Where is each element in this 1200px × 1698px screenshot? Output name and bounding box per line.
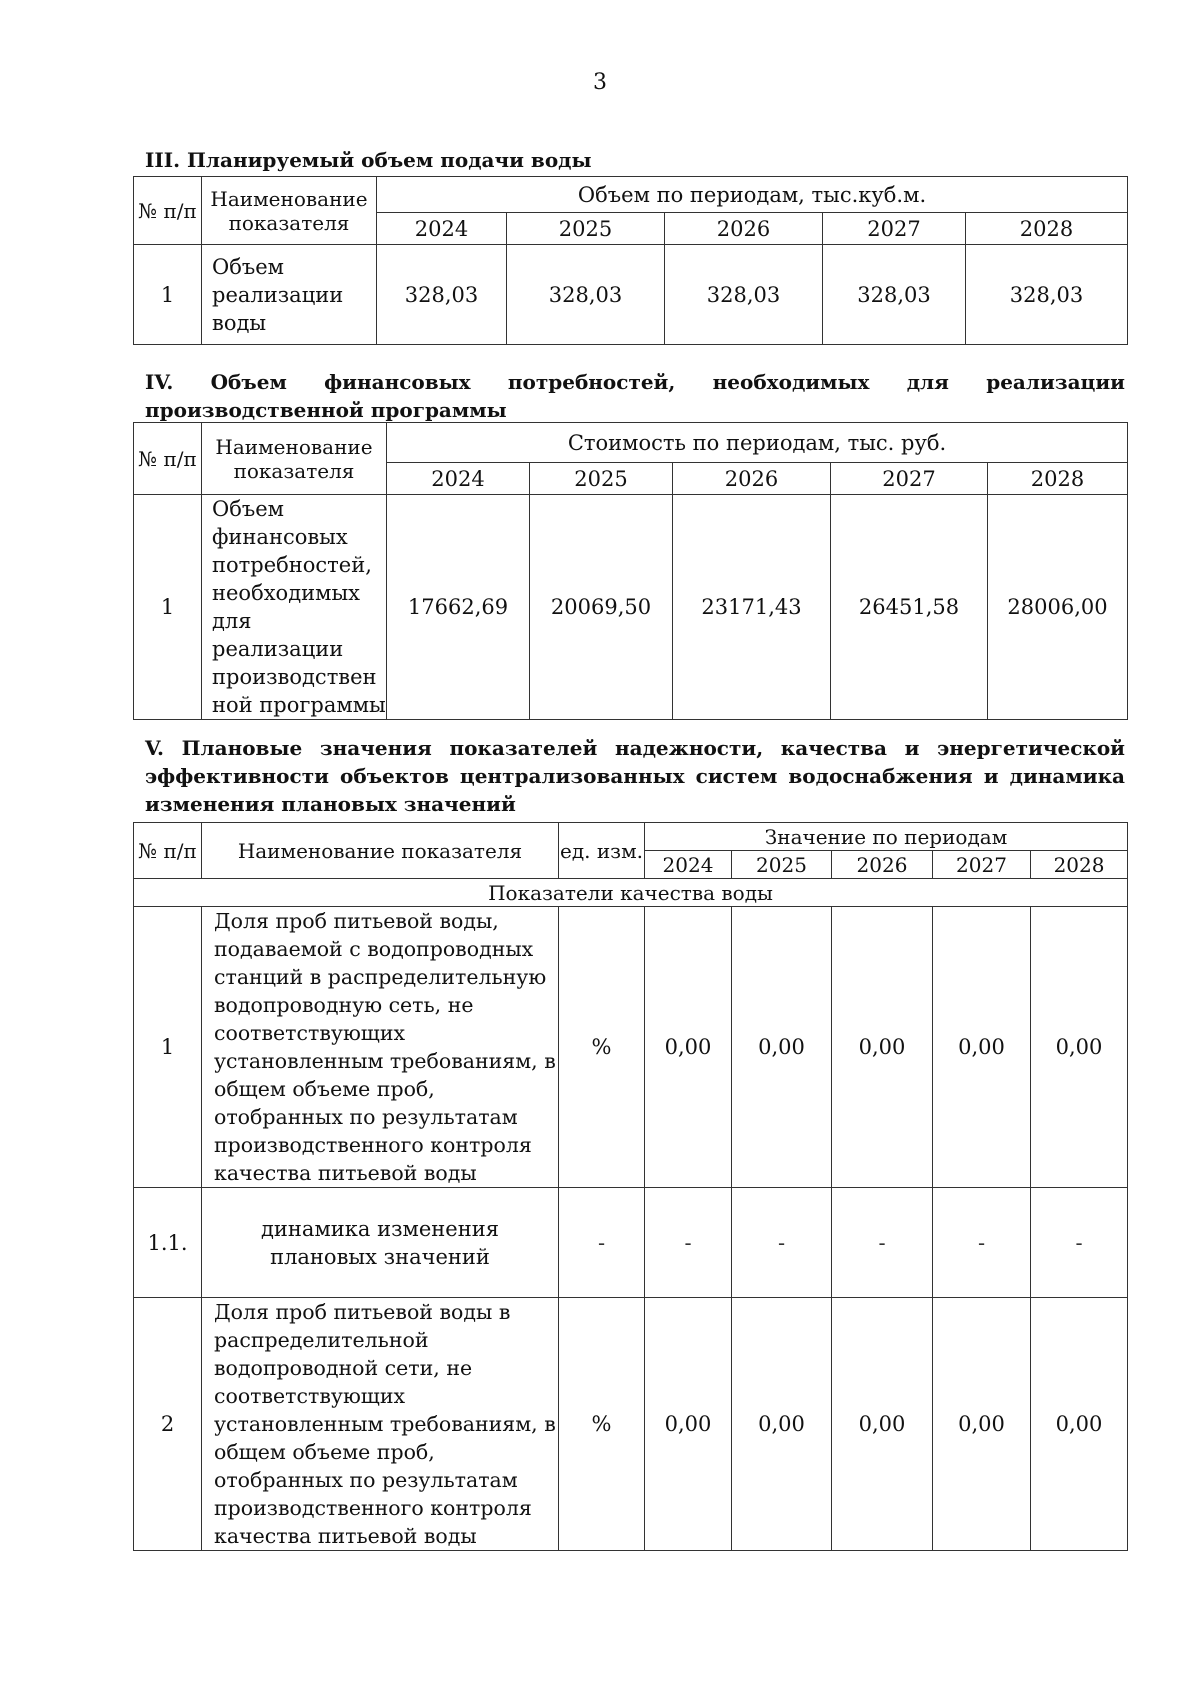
- quality-indicators-table: [133, 822, 1128, 1551]
- row-num: 2: [134, 1298, 202, 1551]
- year-header: 2024: [377, 213, 507, 245]
- water-supply-table: [133, 176, 1128, 345]
- section-5-title: V. Плановые значения показателей надежности, качества и энергетической эффективности объектов централизованных систем водоснабжения и динамика изменения плановых значений: [145, 736, 1125, 816]
- row-num: 1: [134, 495, 202, 720]
- value-cell: 0,00: [732, 1298, 832, 1551]
- row-name: Доля проб питьевой воды в распределительной водопроводной сети, не соответствующих установленным требованиям, в общем объеме проб, отобранных по результатам производственного контроля качества питьевой воды: [202, 1298, 559, 1551]
- financial-needs-table: [133, 422, 1128, 720]
- value-cell: 328,03: [823, 245, 966, 345]
- year-header: 2028: [988, 463, 1128, 495]
- year-header: 2025: [732, 851, 832, 879]
- year-header: 2027: [831, 463, 988, 495]
- value-cell: -: [832, 1188, 933, 1298]
- value-cell: 328,03: [966, 245, 1128, 345]
- year-header: 2026: [673, 463, 831, 495]
- value-cell: 328,03: [507, 245, 665, 345]
- section-3-title: III. Планируемый объем подачи воды: [145, 148, 592, 172]
- year-header: 2025: [507, 213, 665, 245]
- year-header: 2025: [530, 463, 673, 495]
- table-row: [134, 907, 1128, 1188]
- row-num: 1.1.: [134, 1188, 202, 1298]
- row-name: Доля проб питьевой воды, подаваемой с водопроводных станций в распределительную водопроводную сеть, не соответствующих установленным требованиям, в общем объеме проб, отобранных по результатам производственного контроля качества питьевой воды: [202, 907, 559, 1188]
- group-label: Показатели качества воды: [134, 879, 1128, 907]
- value-cell: 0,00: [1031, 1298, 1128, 1551]
- section-4-title: IV. Объем финансовых потребностей, необходимых для реализации производственной программы: [145, 370, 1125, 422]
- col-name-header: Наименование показателя: [202, 823, 559, 879]
- row-num: 1: [134, 245, 202, 345]
- value-cell: 328,03: [377, 245, 507, 345]
- col-num-header: № п/п: [134, 423, 202, 495]
- col-group-header: Стоимость по периодам, тыс. руб.: [387, 423, 1128, 463]
- value-cell: -: [933, 1188, 1031, 1298]
- value-cell: -: [732, 1188, 832, 1298]
- col-group-header: Объем по периодам, тыс.куб.м.: [377, 177, 1128, 213]
- table-row: [134, 495, 1128, 720]
- year-header: 2026: [665, 213, 823, 245]
- value-cell: 20069,50: [530, 495, 673, 720]
- value-cell: 17662,69: [387, 495, 530, 720]
- year-header: 2028: [1031, 851, 1128, 879]
- table-row: [134, 245, 1128, 345]
- row-name: динамика изменения плановых значений: [202, 1188, 559, 1298]
- value-cell: 0,00: [933, 907, 1031, 1188]
- row-num: 1: [134, 907, 202, 1188]
- value-cell: 28006,00: [988, 495, 1128, 720]
- year-header: 2026: [832, 851, 933, 879]
- unit-cell: %: [559, 1298, 645, 1551]
- page-number: 3: [593, 70, 607, 95]
- table-row: [134, 1188, 1128, 1298]
- col-num-header: № п/п: [134, 177, 202, 245]
- year-header: 2027: [933, 851, 1031, 879]
- value-cell: -: [645, 1188, 732, 1298]
- value-cell: 0,00: [732, 907, 832, 1188]
- col-unit-header: ед. изм.: [559, 823, 645, 879]
- value-cell: 328,03: [665, 245, 823, 345]
- col-num-header: № п/п: [134, 823, 202, 879]
- row-name: Объем финансовых потребностей, необходимых для реализации производствен ной программы: [202, 495, 387, 720]
- unit-cell: -: [559, 1188, 645, 1298]
- value-cell: 23171,43: [673, 495, 831, 720]
- col-name-header: Наименование показателя: [202, 423, 387, 495]
- value-cell: 0,00: [832, 907, 933, 1188]
- year-header: 2024: [387, 463, 530, 495]
- col-group-header: Значение по периодам: [645, 823, 1128, 851]
- value-cell: 0,00: [1031, 907, 1128, 1188]
- value-cell: -: [1031, 1188, 1128, 1298]
- year-header: 2027: [823, 213, 966, 245]
- value-cell: 0,00: [645, 1298, 732, 1551]
- value-cell: 0,00: [832, 1298, 933, 1551]
- table-row: [134, 1298, 1128, 1551]
- col-name-header: Наименование показателя: [202, 177, 377, 245]
- unit-cell: %: [559, 907, 645, 1188]
- value-cell: 26451,58: [831, 495, 988, 720]
- value-cell: 0,00: [933, 1298, 1031, 1551]
- value-cell: 0,00: [645, 907, 732, 1188]
- row-name: Объем реализации воды: [202, 245, 377, 345]
- year-header: 2024: [645, 851, 732, 879]
- year-header: 2028: [966, 213, 1128, 245]
